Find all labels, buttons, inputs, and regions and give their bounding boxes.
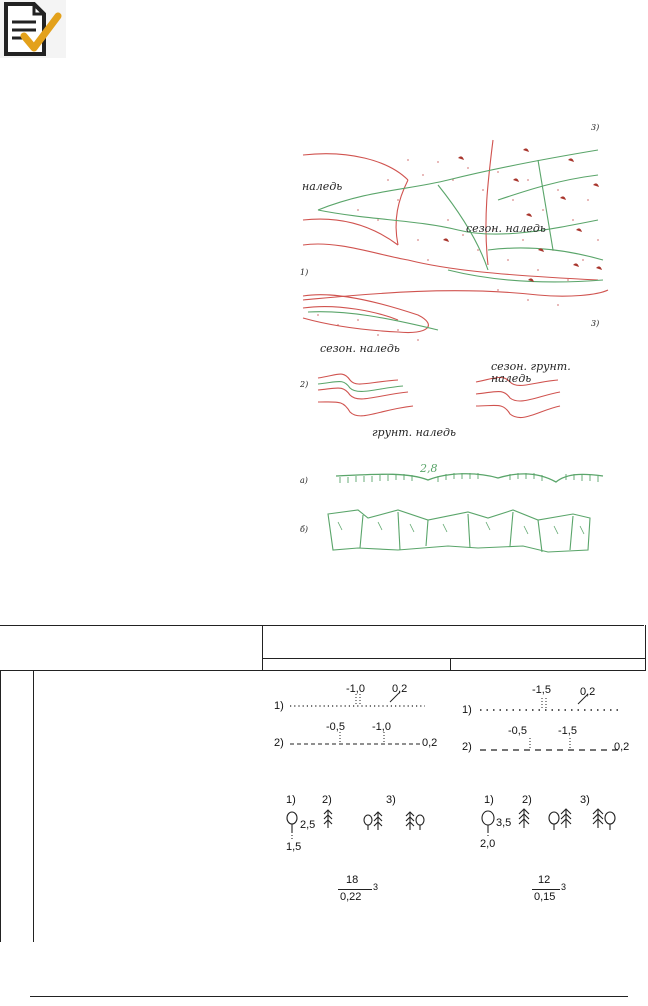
r1l-d1b: 0,2: [392, 683, 408, 695]
r2l-n1: 1): [286, 794, 296, 806]
r1r-d2c: 0,2: [614, 741, 630, 753]
row3-left-fraction: [336, 874, 386, 908]
footer-rule: [30, 996, 628, 997]
label-sezon-naled-2: сезон. наледь: [320, 342, 400, 355]
label-b: б): [300, 525, 309, 534]
label-grunt-naled: грунт. наледь: [372, 426, 456, 439]
document-check-icon: [0, 0, 66, 58]
r2r-n2: 2): [522, 794, 532, 806]
r2l-n3: 3): [386, 794, 396, 806]
seasonal-ice-markers: [443, 148, 602, 282]
table-right-border: [645, 625, 646, 671]
label-naled: наледь: [302, 180, 343, 193]
row2-right-trees: [478, 806, 628, 846]
r2r-v1: 3,5: [496, 817, 512, 829]
r2l-v2: 1,5: [286, 841, 302, 853]
table-header-subdivider: [450, 658, 451, 670]
label-sezon-grunt: сезон. грунт.: [491, 360, 571, 373]
r1l-n1: 1): [274, 700, 284, 712]
table-header-divider: [262, 625, 263, 670]
table-header-subline: [262, 658, 646, 659]
r3l-sfx: 3: [373, 882, 379, 892]
r1l-n2: 2): [274, 737, 284, 749]
r3l-den: 0,22: [340, 891, 362, 903]
r2r-n3: 3): [580, 794, 590, 806]
r2l-v1: 2,5: [300, 819, 316, 831]
table-top-border: [0, 625, 644, 626]
r1l-d2a: -0,5: [326, 721, 345, 733]
label-sezon-naled: сезон. наледь: [466, 222, 546, 235]
r3r-num: 12: [538, 874, 551, 886]
r3r-sfx: 3: [561, 882, 567, 892]
num-3-middle: 3): [591, 319, 600, 328]
label-a: а): [300, 476, 308, 485]
r1l-d2c: 0,2: [422, 737, 438, 749]
table-header-bottom: [0, 670, 646, 671]
table-inner-column: [33, 670, 34, 942]
r1r-d1b: 0,2: [580, 686, 596, 698]
r2l-n2: 2): [322, 794, 332, 806]
num-3-top: 3): [591, 123, 600, 132]
row2-left-trees: [284, 806, 434, 846]
r1l-d2b: -1,0: [372, 721, 391, 733]
label-sezon-grunt-2: наледь: [491, 372, 532, 385]
mark-2-8: 2,8: [420, 462, 438, 475]
r3l-num: 18: [346, 874, 359, 886]
r3r-den: 0,15: [534, 891, 556, 903]
r1r-d1a: -1,5: [532, 684, 551, 696]
num-1: 1): [300, 268, 309, 277]
r1r-n2: 2): [462, 741, 472, 753]
r1r-d2b: -1,5: [558, 725, 577, 737]
row3-right-fraction: [530, 874, 580, 908]
r1r-d2a: -0,5: [508, 725, 527, 737]
table-left-border: [0, 670, 1, 942]
r1l-d1a: -1,0: [346, 683, 365, 695]
naled-symbols-figure: [298, 120, 618, 560]
num-2: 2): [300, 380, 309, 389]
r2r-v2: 2,0: [480, 838, 496, 850]
r2r-n1: 1): [484, 794, 494, 806]
r1r-n1: 1): [462, 704, 472, 716]
